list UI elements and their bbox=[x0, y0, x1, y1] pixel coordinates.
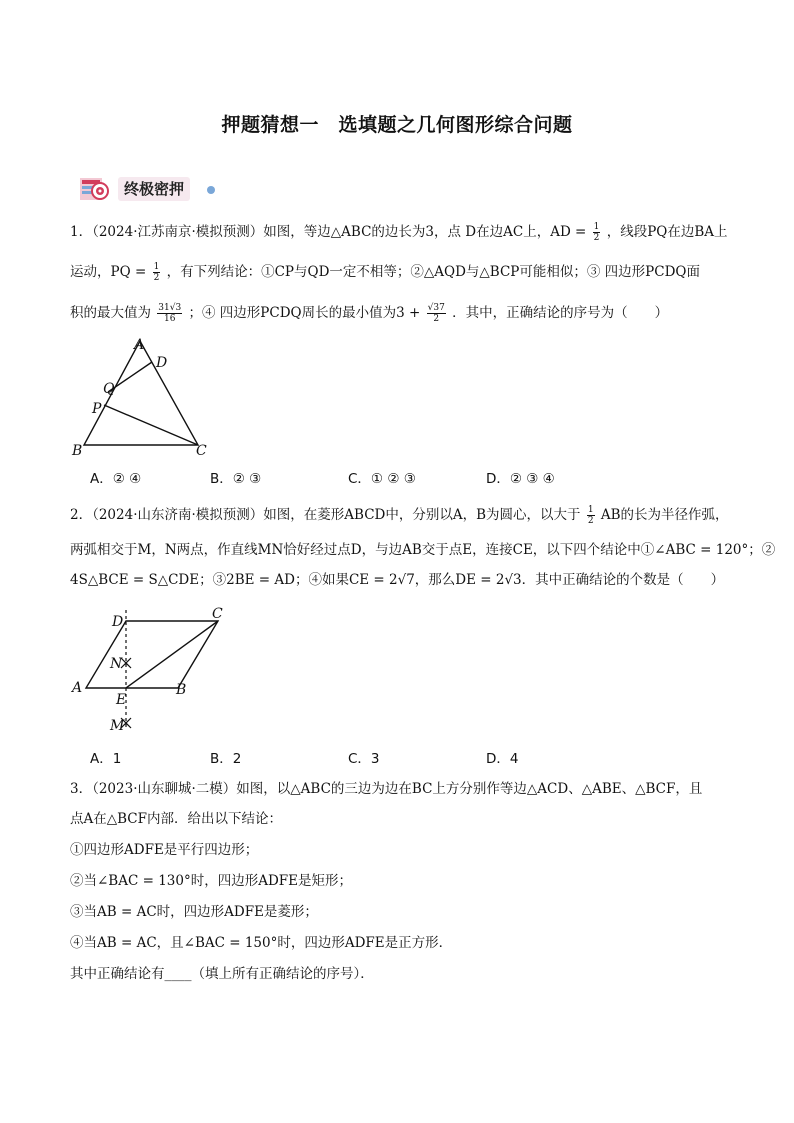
label-N: N bbox=[110, 656, 123, 672]
label-B: B bbox=[72, 443, 83, 459]
label-E: E bbox=[116, 692, 127, 708]
label-C: C bbox=[196, 443, 207, 459]
label-P: P bbox=[92, 401, 102, 417]
label-A: A bbox=[72, 680, 83, 696]
fraction-perimeter: $\frac{√37}{2}$ bbox=[427, 303, 445, 324]
q2-line-1: 2．（2024·山东济南·模拟预测）如图，在菱形ABCD中，分别以A，B为圆心，以大于 $\frac{1}{2}$ AB的长为半径作弧， bbox=[70, 505, 729, 526]
q3-conclusion-3: ③当AB = AC时，四边形ADFE是菱形； bbox=[70, 904, 318, 920]
target-icon bbox=[78, 174, 114, 204]
q3-answer-blank[interactable]: 其中正确结论有____（填上所有正确结论的序号）． bbox=[70, 966, 374, 982]
label-D: D bbox=[156, 355, 168, 371]
label-A: A bbox=[134, 337, 145, 353]
label-C: C bbox=[212, 606, 223, 622]
q1-option-d[interactable]: D．② ③ ④ bbox=[486, 471, 555, 487]
q1-option-a[interactable]: A．② ④ bbox=[90, 471, 142, 487]
q2-line-3: 4S△BCE = S△CDE；③2BE = AD；④如果CE = 2√7，那么DE = 2√3．其中正确结论的个数是（ ） bbox=[70, 572, 725, 588]
q3-conclusion-1: ①四边形ADFE是平行四边形； bbox=[70, 842, 259, 858]
fraction-ad: $\frac{1}{2}$ bbox=[593, 222, 600, 243]
q1-line-2: 运动，PQ = $\frac{1}{2}$ ，有下列结论：①CP与QD一定不相等；②△AQD与△BCP可能相似；③ 四边形PCDQ面 bbox=[70, 262, 700, 283]
q2-line-2: 两弧相交于M，N两点，作直线MN恰好经过点D，与边AB交于点E，连接CE，以下四个结论中①∠ABC = 120°；② bbox=[70, 542, 776, 558]
q3-conclusion-4: ④当AB = AC，且∠BAC = 150°时，四边形ADFE是正方形． bbox=[70, 935, 453, 951]
page-title: 押题猜想一 选填题之几何图形综合问题 bbox=[221, 114, 573, 136]
q2-option-a[interactable]: A．1 bbox=[90, 751, 122, 767]
q3-conclusion-2: ②当∠BAC = 130°时，四边形ADFE是矩形； bbox=[70, 873, 353, 889]
q3-line-2: 点A在△BCF内部．给出以下结论： bbox=[70, 811, 282, 827]
q2-option-b[interactable]: B．2 bbox=[210, 751, 242, 767]
fraction-half: $\frac{1}{2}$ bbox=[587, 505, 594, 526]
q1-option-b[interactable]: B．② ③ bbox=[210, 471, 262, 487]
label-M: M bbox=[110, 718, 125, 734]
dot-icon bbox=[204, 183, 218, 197]
badge-label: 终极密押 bbox=[118, 177, 190, 201]
q1-line-3: 积的最大值为 $\frac{31√3}{16}$ ；④ 四边形PCDQ周长的最小值为3 + $\frac{√37}{2}$ ．其中，正确结论的序号为（ ） bbox=[70, 303, 669, 324]
section-badge bbox=[78, 174, 220, 204]
q3-line-1: 3．（2023·山东聊城·二模）如图，以△ABC的三边为边在BC上方分别作等边△ACD、△ABE、△BCF，且 bbox=[70, 781, 703, 797]
fraction-area: $\frac{31√3}{16}$ bbox=[158, 303, 182, 324]
q1-option-c[interactable]: C．① ② ③ bbox=[348, 471, 416, 487]
label-B: B bbox=[176, 682, 187, 698]
q2-figure bbox=[66, 606, 236, 736]
q1-line-1: 1．（2024·江苏南京·模拟预测）如图，等边△ABC的边长为3，点 D在边AC上，AD = $\frac{1}{2}$ ，线段PQ在边BA上 bbox=[70, 222, 728, 243]
label-D: D bbox=[112, 614, 124, 630]
q2-option-d[interactable]: D．4 bbox=[486, 751, 519, 767]
q1-figure bbox=[68, 333, 228, 463]
q2-option-c[interactable]: C．3 bbox=[348, 751, 380, 767]
fraction-pq: $\frac{1}{2}$ bbox=[153, 262, 160, 283]
label-Q: Q bbox=[103, 381, 115, 397]
